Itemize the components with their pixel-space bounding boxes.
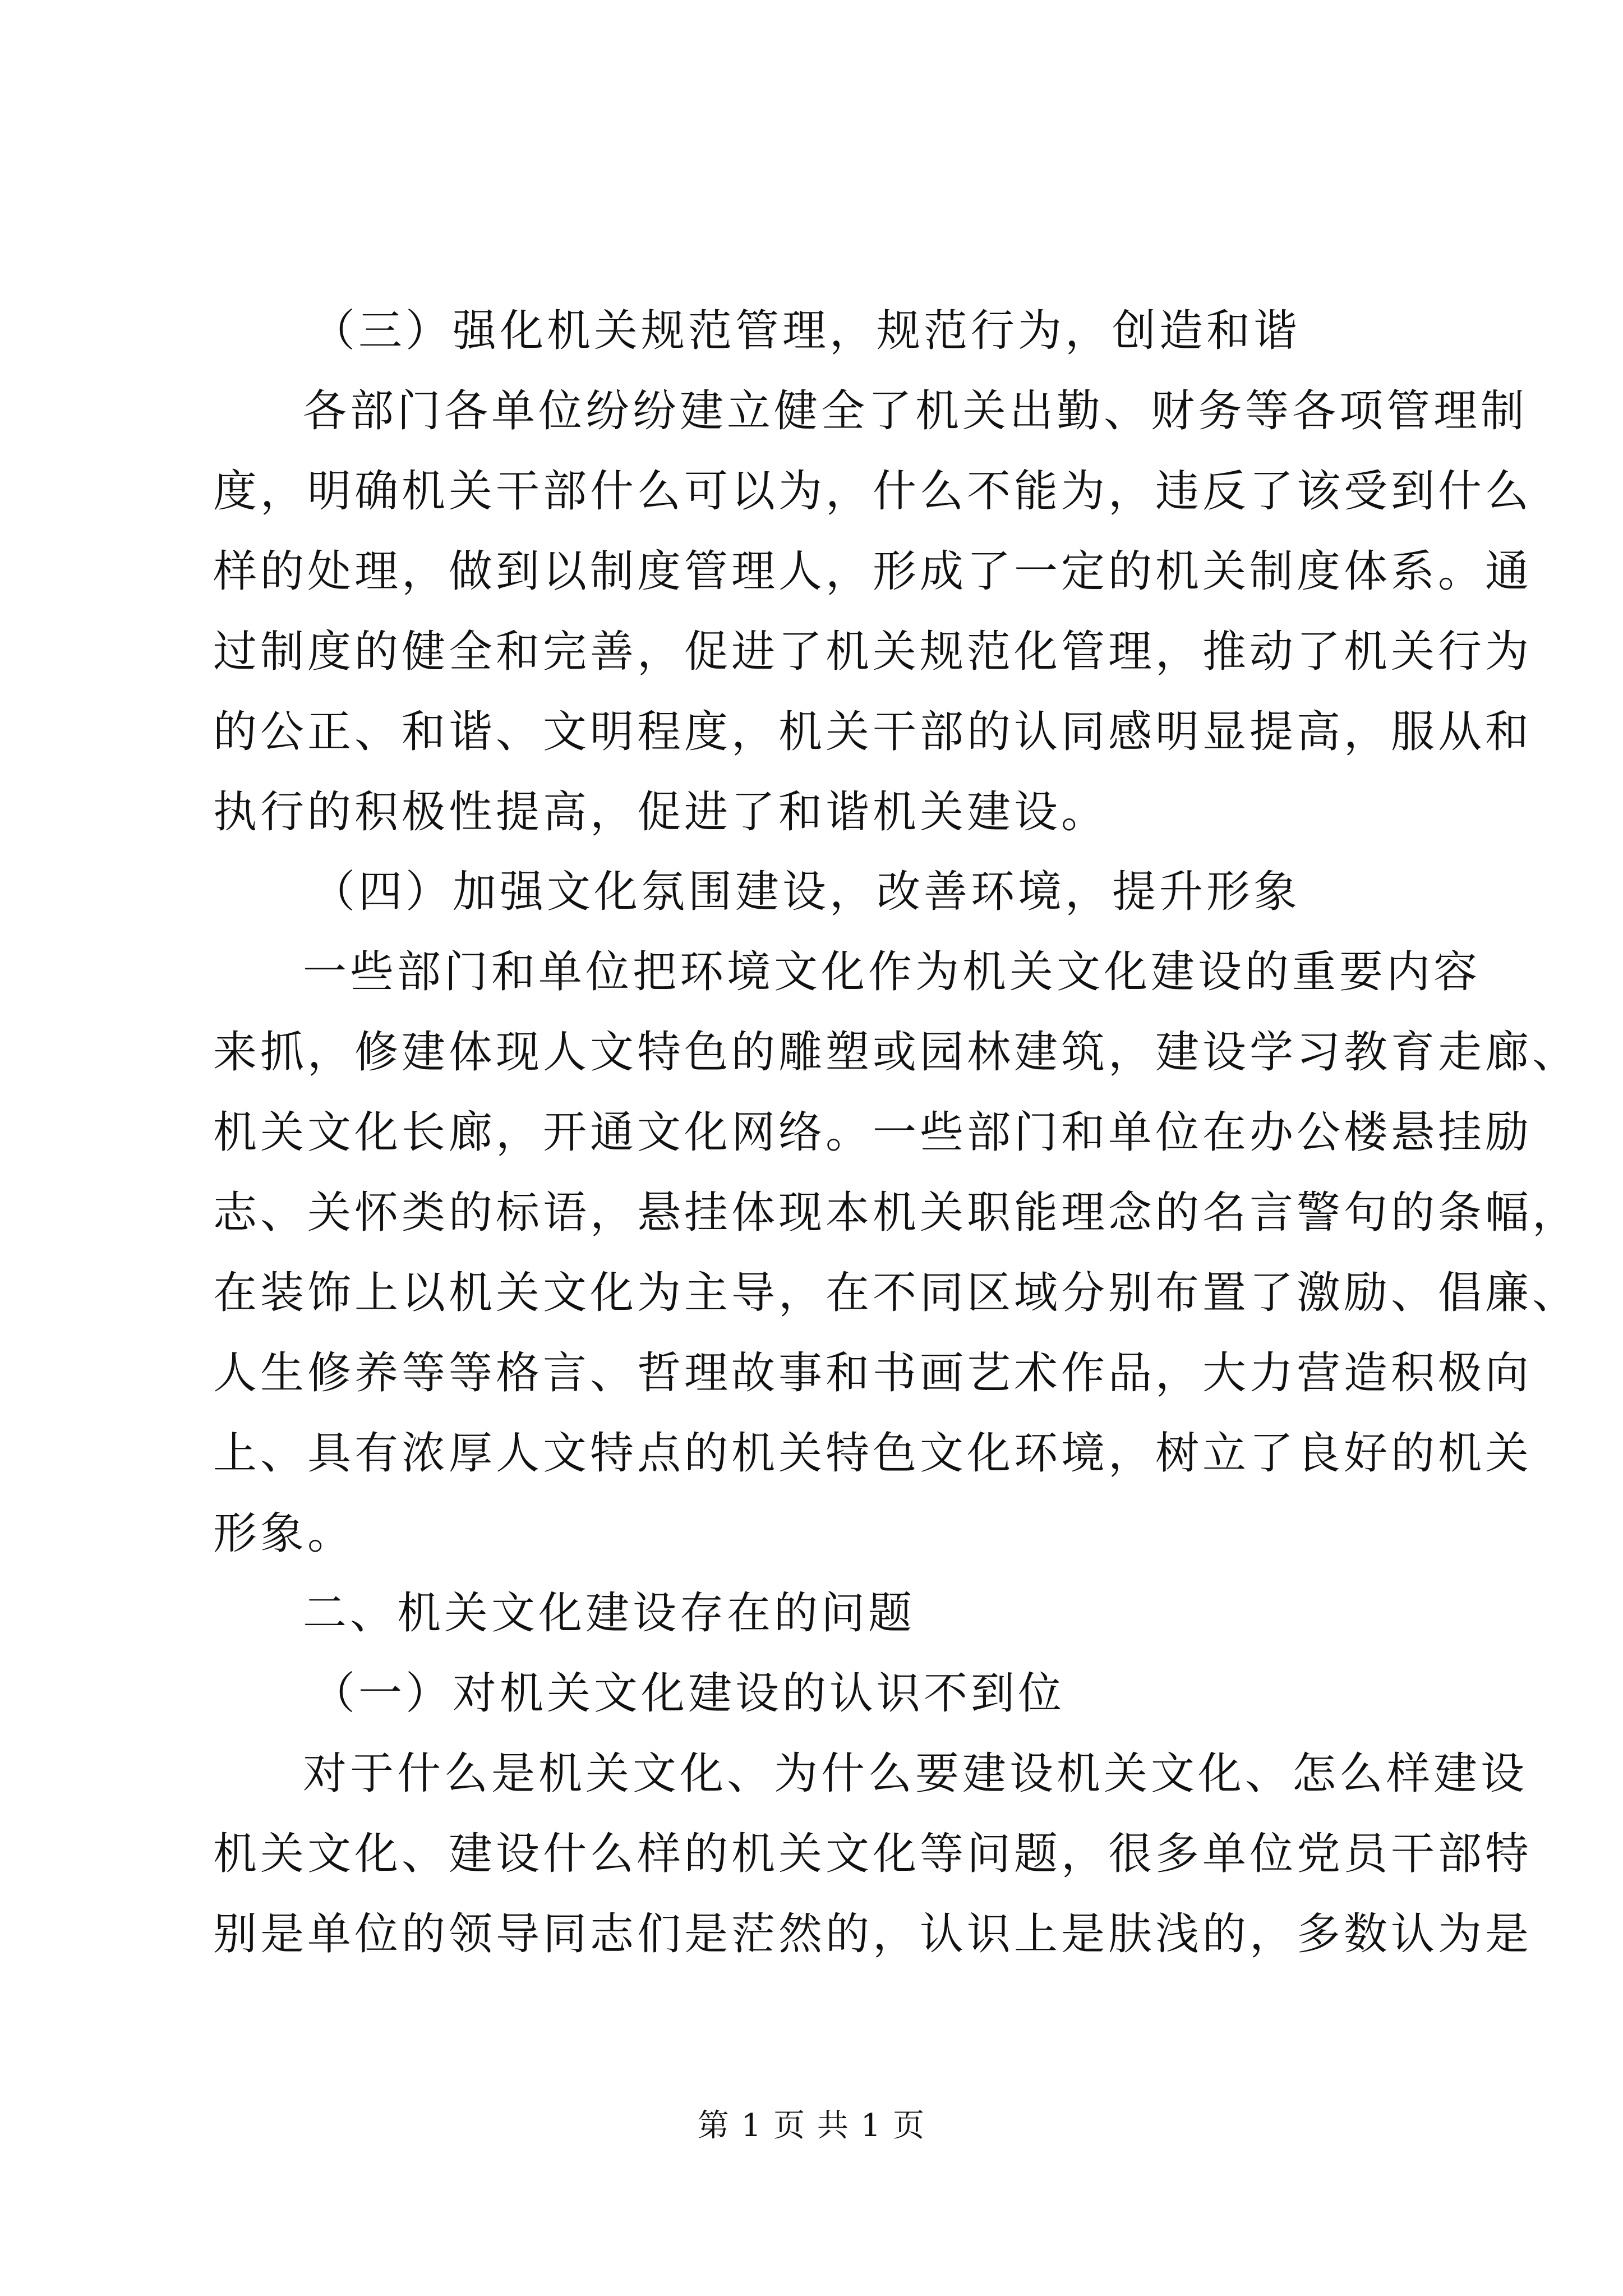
chapter-heading-2: 二、机关文化建设存在的问题 [303,1588,916,1639]
paragraph-line: 机关文化长廊，开通文化网络。一些部门和单位在办公楼悬挂励 [213,1107,1533,1158]
paragraph-line: 来抓，修建体现人文特色的雕塑或园林建筑，建设学习教育走廊、 [213,1027,1580,1078]
paragraph-line: 对于什么是机关文化、为什么要建设机关文化、怎么样建设 [303,1749,1528,1799]
paragraph-line: 样的处理，做到以制度管理人，形成了一定的机关制度体系。通 [213,546,1533,597]
paragraph-line: 一些部门和单位把环境文化作为机关文化建设的重要内容 [303,947,1481,997]
paragraph-line: 度，明确机关干部什么可以为，什么不能为，违反了该受到什么 [213,466,1533,517]
page-number-footer: 第 1 页 共 1 页 [697,2108,926,2144]
paragraph-line: 上、具有浓厚人文特点的机关特色文化环境，树立了良好的机关 [213,1428,1533,1479]
section-heading-4: （四）加强文化氛围建设，改善环境，提升形象 [311,867,1301,917]
paragraph-line: 的公正、和谐、文明程度，机关干部的认同感明显提高，服从和 [213,707,1533,757]
paragraph-line: 形象。 [213,1508,355,1559]
section-heading-3: （三）强化机关规范管理，规范行为，创造和谐 [311,306,1301,356]
paragraph-line: 人生修养等等格言、哲理故事和书画艺术作品，大力营造积极向 [213,1348,1533,1398]
paragraph-line: 机关文化、建设什么样的机关文化等问题，很多单位党员干部特 [213,1829,1533,1879]
paragraph-line: 志、关怀类的标语，悬挂体现本机关职能理念的名言警句的条幅， [213,1188,1580,1238]
paragraph-line: 在装饰上以机关文化为主导，在不同区域分别布置了激励、倡廉、 [213,1268,1580,1318]
paragraph-line: 过制度的健全和完善，促进了机关规范化管理，推动了机关行为 [213,627,1533,677]
paragraph-line: 各部门各单位纷纷建立健全了机关出勤、财务等各项管理制 [303,386,1528,436]
section-heading-1: （一）对机关文化建设的认识不到位 [311,1668,1066,1719]
paragraph-line: 别是单位的领导同志们是茫然的，认识上是肤浅的，多数认为是 [213,1909,1533,1959]
paragraph-line: 执行的积极性提高，促进了和谐机关建设。 [213,787,1109,838]
